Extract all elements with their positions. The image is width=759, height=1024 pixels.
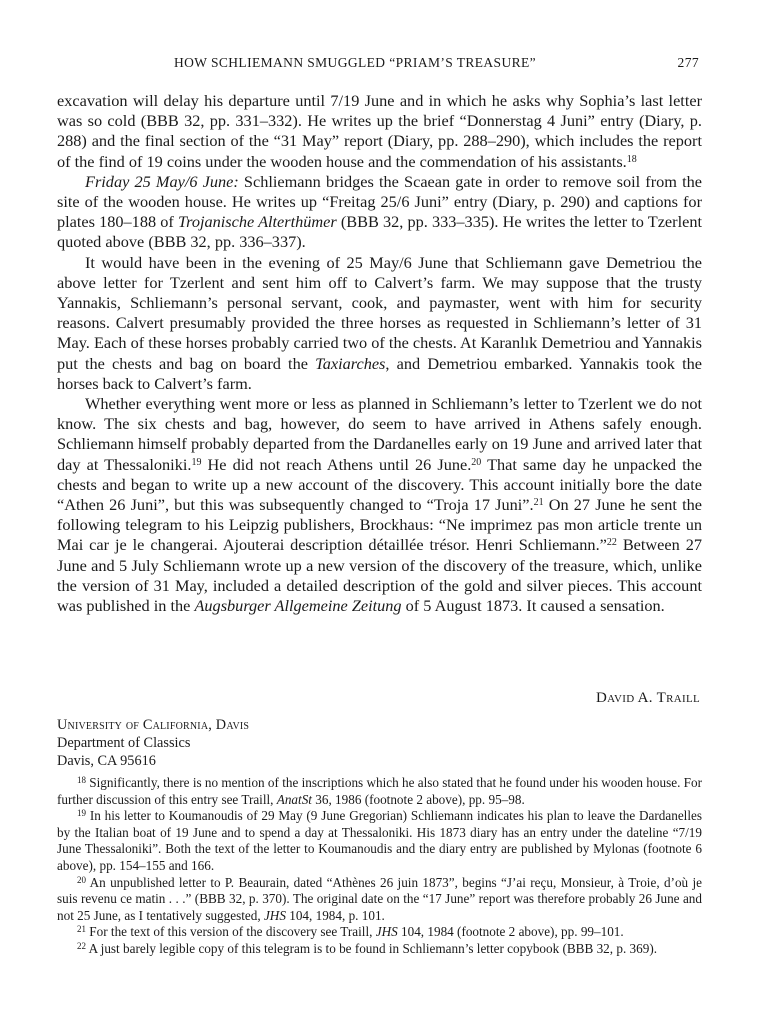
paragraph-4-text-f: of 5 August 1873. It caused a sensation. xyxy=(401,596,665,616)
paragraph-4-text-c: That same day he unpacked the chests and began to write up a new account of the discovery. This account initially bore the date “Athen 26 Juni”, but this was subsequently changed to “Troja 17 Juni”. xyxy=(57,454,702,515)
footnote-ref-19: 19 xyxy=(191,456,202,468)
page-header xyxy=(57,55,702,75)
paragraph-3-text-b: , and Demetriou embarked. Yannakis took the horses back to Calvert’s farm. xyxy=(57,353,702,393)
paragraph-2 xyxy=(57,172,702,253)
footnote-20-text-b: 104, 1984, p. 101. xyxy=(285,907,385,923)
book-title: Trojanische Alterthümer xyxy=(177,212,337,232)
footnote-22 xyxy=(57,941,702,958)
paragraph-4-text-e: Between 27 June and 5 July Schliemann wrote up a new version of the discovery of the treasure, which, unlike the version of 31 May, included a detailed description of the gold and silver pieces. This account was published in the xyxy=(57,535,702,616)
paragraph-2-text-b: (BBB 32, pp. 333–335). He writes the letter to Tzerlent quoted above (BBB 32, pp. 336–337). xyxy=(57,212,702,252)
newspaper-name: Augsburger Allgemeine Zeitung xyxy=(194,596,402,616)
body-text xyxy=(57,91,702,616)
journal-abbrev: AnatSt xyxy=(276,791,312,807)
page-number: 277 xyxy=(677,55,699,70)
footnote-18-text-a: Significantly, there is no mention of the inscriptions which he also stated that he found under his wooden house. For further discussion of this entry see Traill, xyxy=(57,775,702,807)
footnote-ref-18: 18 xyxy=(626,153,637,165)
paragraph-3-text-a: It would have been in the evening of 25 May/6 June that Schliemann gave Demetriou the above letter for Tzerlent and sent him off to Calvert’s farm. We may suppose that the trusty Yannakis, Schliemann’s personal servant, cook, and paymaster, went with him for security reasons. Calvert presumably provided the three horses as requested in Schliemann’s letter of 31 May. Each of these horses probably carried two of the chests. At Karanlık Demetriou and Yannakis put the chests and bag on board the xyxy=(57,252,702,373)
footnote-number: 19 xyxy=(77,808,86,819)
university: University of California, Davis xyxy=(57,717,250,733)
footnote-19-text: In his letter to Koumanoudis of 29 May (9 June Gregorian) Schliemann indicates his plan to leave the Dardanelles by the Italian boat of 19 June and to spend a day at Thessaloniki. His 1873 diary has an entry under the dateline “7/19 June Thessaloniki”. Both the text of the letter to Koumanoudis and the diary entry are published by Mylonas (footnote 6 above), pp. 154–155 and 166. xyxy=(57,808,702,873)
footnote-22-text: A just barely legible copy of this telegram is to be found in Schliemann’s letter copybook (BBB 32, p. 369). xyxy=(86,940,658,956)
footnote-ref-22: 22 xyxy=(606,537,617,549)
footnote-19 xyxy=(57,808,702,874)
paragraph-4-text-a: Whether everything went more or less as planned in Schliemann’s letter to Tzerlent we do not know. The six chests and bag, however, do seem to have arrived in Athens safely enough. Schliemann himself probably departed from the Dardanelles early on 19 June and arrived later that day at Thessaloniki. xyxy=(57,394,702,474)
footnote-ref-20: 20 xyxy=(471,456,482,468)
footnote-number: 20 xyxy=(77,874,86,885)
author-name: David A. Traill xyxy=(596,690,700,706)
ship-name: Taxiarches xyxy=(315,353,386,373)
footnote-21-text-a: For the text of this version of the discovery see Traill, xyxy=(86,924,376,940)
footnote-21-text-b: 104, 1984 (footnote 2 above), pp. 99–101. xyxy=(397,924,624,940)
running-head: HOW SCHLIEMANN SMUGGLED “PRIAM’S TREASURE” xyxy=(174,55,537,70)
footnote-number: 21 xyxy=(77,924,86,935)
footnote-21 xyxy=(57,924,702,941)
paragraph-4-text-d: On 27 June he sent the following telegram to his Leipzig publishers, Brockhaus: “Ne imprimez pas mon article trente un Mai car je le changerai. Ajouterai description détaillée trésor. Henri Schliemann.” xyxy=(57,495,702,555)
author-affiliation xyxy=(57,716,249,770)
footnote-20-text-a: An unpublished letter to P. Beaurain, dated “Athènes 26 juin 1873”, begins “J’ai reçu, Monsieur, à Troie, d’où je suis revenu ce matin . . .” (BBB 32, p. 370). The original date on the “17 June” report was therefore probably 26 June and not 25 June, as I tentatively suggested, xyxy=(57,874,702,923)
department: Department of Classics xyxy=(57,735,191,751)
footnote-20 xyxy=(57,875,702,925)
footnote-number: 18 xyxy=(77,775,86,785)
footnote-18-text-b: 36, 1986 (footnote 2 above), pp. 95–98. xyxy=(311,791,525,807)
paragraph-3 xyxy=(57,253,702,394)
paragraph-4 xyxy=(57,394,702,616)
paragraph-4-text-b: He did not reach Athens until 26 June. xyxy=(201,454,472,474)
footnote-ref-21: 21 xyxy=(533,497,544,509)
footnotes xyxy=(57,775,702,958)
footnote-number: 22 xyxy=(77,940,86,951)
journal-abbrev: JHS xyxy=(263,907,286,923)
paragraph-1-text: excavation will delay his departure until 7/19 June and in which he asks why Sophia’s last letter was so cold (BBB 32, pp. 331–332). He writes up the brief “Donnerstag 4 Juni” entry (Diary, p. 288) and the final section of the “31 May” report (Diary, pp. 288–290), which includes the report of the find of 19 coins under the wooden house and the commendation of his assistants. xyxy=(57,91,702,171)
paragraph-2-text-a: Schliemann bridges the Scaean gate in order to remove soil from the site of the wooden house. He writes up “Freitag 25/6 Juni” entry (Diary, p. 290) and captions for plates 180–188 of xyxy=(57,171,702,232)
journal-abbrev: JHS xyxy=(375,924,398,940)
city-address: Davis, CA 95616 xyxy=(57,753,156,769)
entry-date: Friday 25 May/6 June: xyxy=(85,171,239,191)
paragraph-1 xyxy=(57,91,702,172)
footnote-18 xyxy=(57,775,702,808)
